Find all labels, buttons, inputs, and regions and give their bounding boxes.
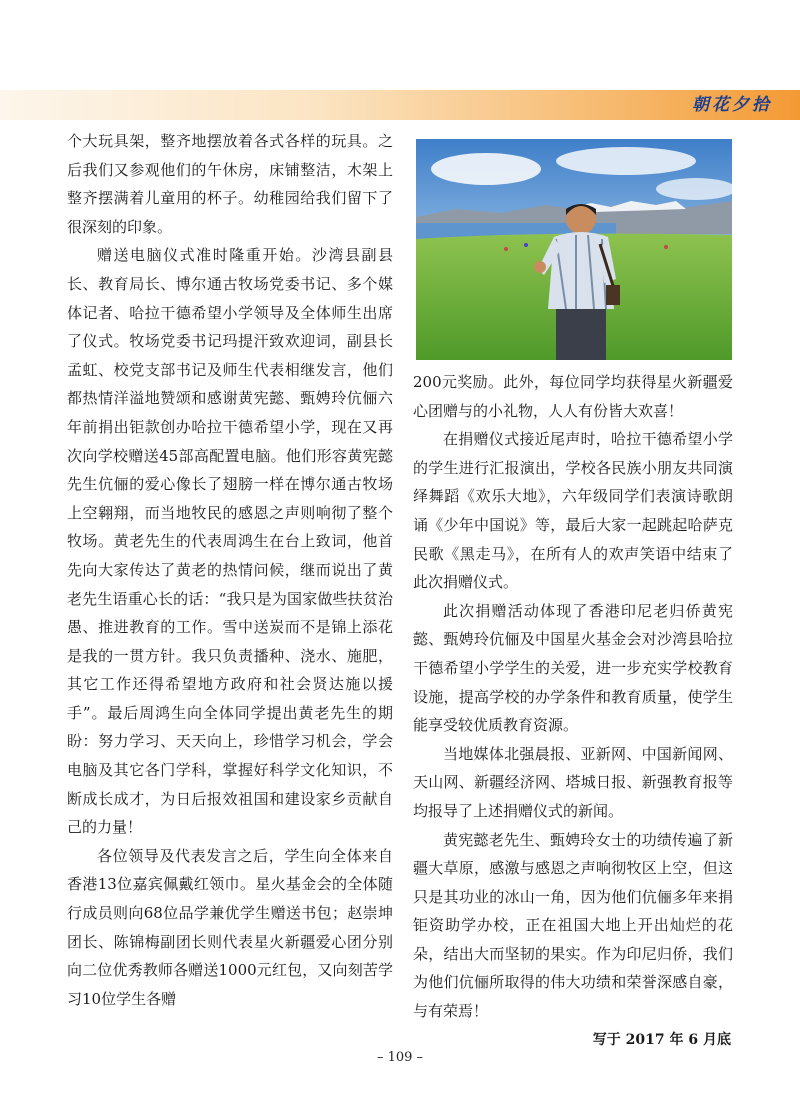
right-column <box>413 368 733 1054</box>
left-column <box>67 127 393 1013</box>
page-number: – 109 – <box>376 1050 424 1065</box>
header-band <box>0 90 800 120</box>
photo-image <box>416 139 732 360</box>
paragraph: 各位领导及代表发言之后，学生向全体来自香港13位嘉宾佩戴红领巾。星火基金会的全体随行成员则向68位品学兼优学生赠送书包；赵崇坤团长、陈锦梅副团长则代表星火新疆爱心团分别向二位优秀教师各赠送1000元红包，又向刻苦学习10位学生各赠 <box>67 846 393 1008</box>
paragraph: 黄宪懿老先生、甄娉玲女士的功绩传遍了新疆大草原，感激与感恩之声响彻牧区上空，但这只是其功业的冰山一角，因为他们伉俪多年来捐钜资助学办校，正在祖国大地上开出灿烂的花朵，结出大而坚韧的果实。作为印尼归侨，我们为他们伉俪所取得的伟大功绩和荣誉深感自豪，与有荣焉！ <box>413 830 733 1021</box>
signature-date: 写于 2017 年 6 月底 <box>592 1031 731 1048</box>
paragraph: 当地媒体北强晨报、亚新网、中国新闻网、天山网、新疆经济网、塔城日报、新强教育报等均报导了上述捐赠仪式的新闻。 <box>413 744 733 820</box>
paragraph: 个大玩具架，整齐地摆放着各式各样的玩具。之后我们又参观他们的午休房，床铺整洁，木架上整齐摆满着儿童用的杯子。幼稚园给我们留下了很深刻的印象。 <box>67 132 393 236</box>
paragraph: 赠送电脑仪式准时隆重开始。沙湾县副县长、教育局长、博尔通古牧场党委书记、多个媒体记者、哈拉干德希望小学领导及全体师生出席了仪式。牧场党委书记玛提汗致欢迎词，副县长孟虹、校党支部书记及师生代表相继发言，他们都热情洋溢地赞颂和感谢黄宪懿、甄娉玲伉俪六年前捐出钜款创办哈拉干德希望小学，现在又再次向学校赠送45部高配置电脑。他们形容黄宪懿先生伉俪的爱心像长了翅膀一样在博尔通古牧场上空翱翔，而当地牧民的感恩之声则响彻了整个牧场。黄老先生的代表周鸿生在台上致词，他首先向大家传达了黄老的热情问候，继而说出了黄老先生语重心长的话：“我只是为国家做些扶贫治愚、推进教育的工作。雪中送炭而不是锦上添花是我的一贯方针。我只负责播种、浇水、施肥，其它工作还得希望地方政府和社会贤达施以援手”。最后周鸿生向全体同学提出黄老先生的期盼：努力学习、天天向上，珍惜学习机会，学会电脑及其它各门学科，掌握好科学文化知识，不断成长成才，为日后报效祖国和建设家乡贡献自己的力量！ <box>67 246 393 837</box>
section-title: 朝花夕拾 <box>692 95 772 115</box>
photo-grassland-portrait <box>416 139 732 360</box>
paragraph: 在捐赠仪式接近尾声时，哈拉干德希望小学的学生进行汇报演出，学校各民族小朋友共同演绎舞蹈《欢乐大地》，六年级同学们表演诗歌朗诵《少年中国说》等，最后大家一起跳起哈萨克民歌《黑走马》，在所有人的欢声笑语中结束了此次捐赠仪式。 <box>413 430 733 592</box>
paragraph: 此次捐赠活动体现了香港印尼老归侨黄宪懿、甄娉玲伉俪及中国星火基金会对沙湾县哈拉干德希望小学学生的关爱，进一步充实学校教育设施，提高学校的办学条件和教育质量，使学生能享受较优质教育资源。 <box>413 601 733 735</box>
paragraph: 200元奖励。此外，每位同学均获得星火新疆爱心团赠与的小礼物，人人有份皆大欢喜！ <box>413 373 733 420</box>
